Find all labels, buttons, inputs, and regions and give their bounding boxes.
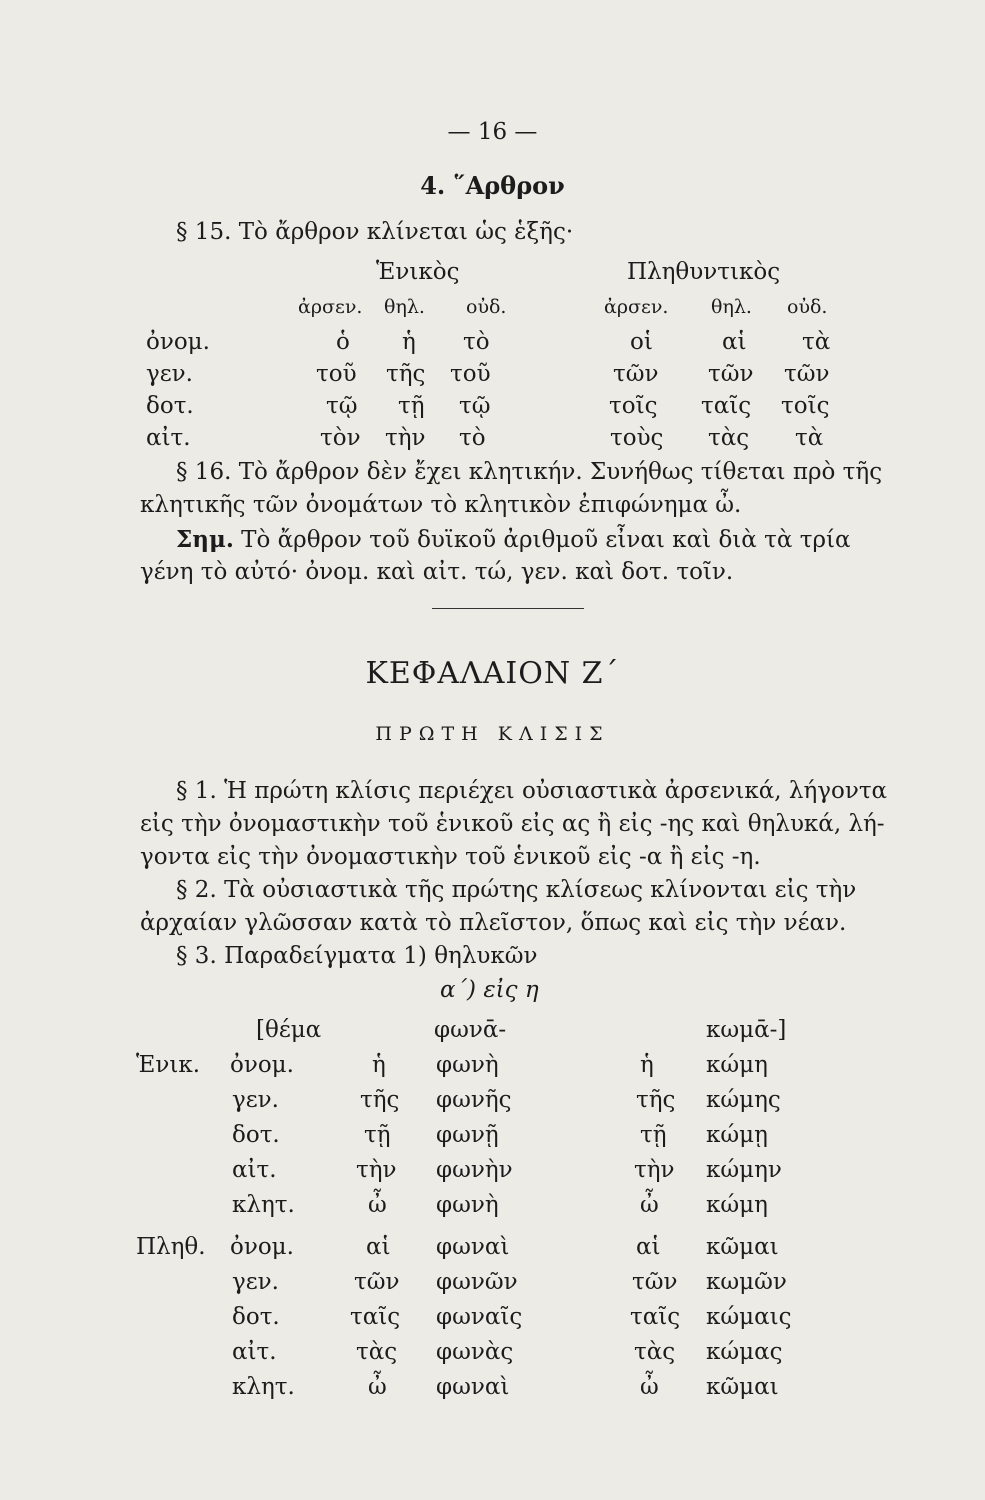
article-cell: τῆς	[360, 1087, 400, 1113]
paragraph-16-line1: § 16. Τὸ ἄρθρον δὲν ἔχει κλητικήν. Συνήθως τίθεται πρὸ τῆς	[176, 459, 883, 485]
table-cell: τῶν	[613, 361, 659, 387]
article-cell: τῇ	[364, 1122, 391, 1148]
word-cell: φωνῆς	[436, 1087, 512, 1113]
case-label: ὀνομ.	[230, 1052, 294, 1078]
gender-neut: οὐδ.	[466, 296, 507, 318]
article-cell: ὦ	[640, 1374, 659, 1400]
gender-fem: θηλ.	[384, 296, 425, 318]
word-cell: κώμη	[706, 1052, 768, 1078]
table-cell: τὸ	[463, 329, 490, 355]
case-label: κλητ.	[232, 1374, 295, 1400]
case-label: αἰτ.	[232, 1339, 277, 1365]
table-cell: τῷ	[459, 393, 491, 419]
section-1-line1: § 1. Ἡ πρώτη κλίσις περιέχει οὐσιαστικὰ ἀρσενικά, λήγοντα	[176, 778, 888, 804]
article-cell: ὦ	[640, 1192, 659, 1218]
word-cell: φωνῇ	[436, 1122, 499, 1148]
article-cell: αἱ	[636, 1234, 661, 1260]
article-cell: αἱ	[366, 1234, 391, 1260]
gender-neut-pl: οὐδ.	[787, 296, 828, 318]
table-cell: τῇ	[398, 393, 425, 419]
article-cell: ὦ	[368, 1192, 387, 1218]
case-label: γεν.	[232, 1269, 279, 1295]
stem-label: [θέμα	[256, 1017, 322, 1043]
note-line1	[176, 523, 851, 557]
page-number: — 16 —	[447, 119, 538, 145]
article-cell: ἡ	[640, 1052, 654, 1078]
singular-label: Ἑνικ.	[136, 1052, 201, 1078]
article-cell: τῶν	[632, 1269, 678, 1295]
section-1-line2: εἰς τὴν ὀνομαστικὴν τοῦ ἑνικοῦ εἰς ας ἢ εἰς -ης καὶ θηλυκά, λή-	[140, 811, 885, 837]
word-cell: κώμη	[706, 1192, 768, 1218]
word-cell: κῶμαι	[706, 1234, 779, 1260]
case-label: ὀνομ.	[230, 1234, 294, 1260]
case-label: δοτ.	[232, 1122, 280, 1148]
word-cell: κώμας	[706, 1339, 783, 1365]
table-row-case: δοτ.	[146, 393, 194, 419]
gender-masc: ἀρσεν.	[298, 296, 363, 318]
word-cell: φωναὶ	[436, 1374, 510, 1400]
gender-masc-pl: ἀρσεν.	[604, 296, 669, 318]
table-cell: τοὺς	[610, 425, 664, 451]
article-cell: ταῖς	[350, 1304, 401, 1330]
table-cell: αἱ	[722, 329, 747, 355]
table-row-case: γεν.	[146, 361, 193, 387]
table-cell: τῷ	[326, 393, 358, 419]
table-cell: ταῖς	[701, 393, 752, 419]
word-cell: φωνὰς	[436, 1339, 514, 1365]
article-cell: ὦ	[368, 1374, 387, 1400]
table-row-case: ὀνομ.	[146, 329, 210, 355]
section-heading: 4. ῞Αρθρον	[420, 171, 565, 200]
word-cell: φωνῶν	[436, 1269, 518, 1295]
table-row-case: αἰτ.	[146, 425, 191, 451]
table-cell: τὰ	[802, 329, 831, 355]
table-cell: τοῦ	[450, 361, 491, 387]
case-label: αἰτ.	[232, 1157, 277, 1183]
word-cell: φωναῖς	[436, 1304, 523, 1330]
table-cell: οἱ	[630, 329, 653, 355]
table-cell: τὰς	[708, 425, 750, 451]
word-cell: κώμης	[706, 1087, 781, 1113]
table-cell: τοῖς	[609, 393, 658, 419]
chapter-title: ΚΕΦΑΛΑΙΟΝ Ζ΄	[365, 656, 620, 691]
paragraph-16-line2: κλητικῆς τῶν ὀνομάτων τὸ κλητικὸν ἐπιφώνημα ὦ.	[140, 492, 742, 518]
article-cell: τὴν	[634, 1157, 675, 1183]
word-cell: φωναὶ	[436, 1234, 510, 1260]
section-3: § 3. Παραδείγματα 1) θηλυκῶν	[176, 943, 538, 969]
article-cell: ἡ	[372, 1052, 386, 1078]
word-cell: κῶμαι	[706, 1374, 779, 1400]
note-text: Τὸ ἄρθρον τοῦ δυϊκοῦ ἀριθμοῦ εἶναι καὶ διὰ τὰ τρία	[241, 527, 851, 553]
stem-2: κωμᾱ-]	[706, 1017, 787, 1043]
table-cell: τὰ	[795, 425, 824, 451]
word-cell: κώμην	[706, 1157, 782, 1183]
table-cell: τῆς	[386, 361, 426, 387]
case-label: δοτ.	[232, 1304, 280, 1330]
word-cell: φωνὴ	[436, 1192, 499, 1218]
table-cell: ὁ	[336, 329, 350, 355]
chapter-subtitle: ΠΡΩΤΗ ΚΛΙΣΙΣ	[375, 723, 610, 745]
gender-fem-pl: θηλ.	[711, 296, 752, 318]
section-2-line1: § 2. Τὰ οὐσιαστικὰ τῆς πρώτης κλίσεως κλίνονται εἰς τὴν	[176, 877, 857, 903]
paragraph-15: § 15. Τὸ ἄρθρον κλίνεται ὡς ἑξῆς·	[176, 219, 574, 245]
word-cell: κώμαις	[706, 1304, 792, 1330]
table-cell: τὸν	[320, 425, 361, 451]
article-cell: τὴν	[356, 1157, 397, 1183]
table-cell: τὸ	[459, 425, 486, 451]
word-cell: φωνὴν	[436, 1157, 513, 1183]
singular-header: Ἑνικὸς	[376, 259, 460, 285]
section-1-line3: γοντα εἰς τὴν ὀνομαστικὴν τοῦ ἑνικοῦ εἰς -α ἢ εἰς -η.	[140, 844, 761, 870]
table-cell: τοῖς	[781, 393, 830, 419]
case-label: κλητ.	[232, 1192, 295, 1218]
table-cell: τοῦ	[316, 361, 357, 387]
article-cell: τῇ	[640, 1122, 667, 1148]
plural-label: Πληθ.	[136, 1234, 206, 1260]
article-cell: τὰς	[356, 1339, 398, 1365]
note-label: Σημ.	[176, 526, 234, 553]
article-cell: τὰς	[634, 1339, 676, 1365]
word-cell: κωμῶν	[706, 1269, 787, 1295]
table-cell: ἡ	[402, 329, 416, 355]
word-cell: κώμῃ	[706, 1122, 768, 1148]
note-line2: γένη τὸ αὐτό· ὀνομ. καὶ αἰτ. τώ, γεν. καὶ δοτ. τοῖν.	[140, 559, 734, 585]
case-label: γεν.	[232, 1087, 279, 1113]
plural-header: Πληθυντικὸς	[627, 259, 781, 285]
article-cell: τῶν	[354, 1269, 400, 1295]
paradigm-subheading: α΄) εἰς η	[440, 977, 539, 1003]
section-divider	[432, 608, 584, 609]
stem-1: φωνᾱ-	[434, 1017, 507, 1043]
article-cell: τῆς	[636, 1087, 676, 1113]
table-cell: τῶν	[708, 361, 754, 387]
table-cell: τὴν	[385, 425, 426, 451]
word-cell: φωνὴ	[436, 1052, 499, 1078]
article-cell: ταῖς	[630, 1304, 681, 1330]
table-cell: τῶν	[784, 361, 830, 387]
section-2-line2: ἀρχαίαν γλῶσσαν κατὰ τὸ πλεῖστον, ὅπως καὶ εἰς τὴν νέαν.	[140, 910, 847, 936]
